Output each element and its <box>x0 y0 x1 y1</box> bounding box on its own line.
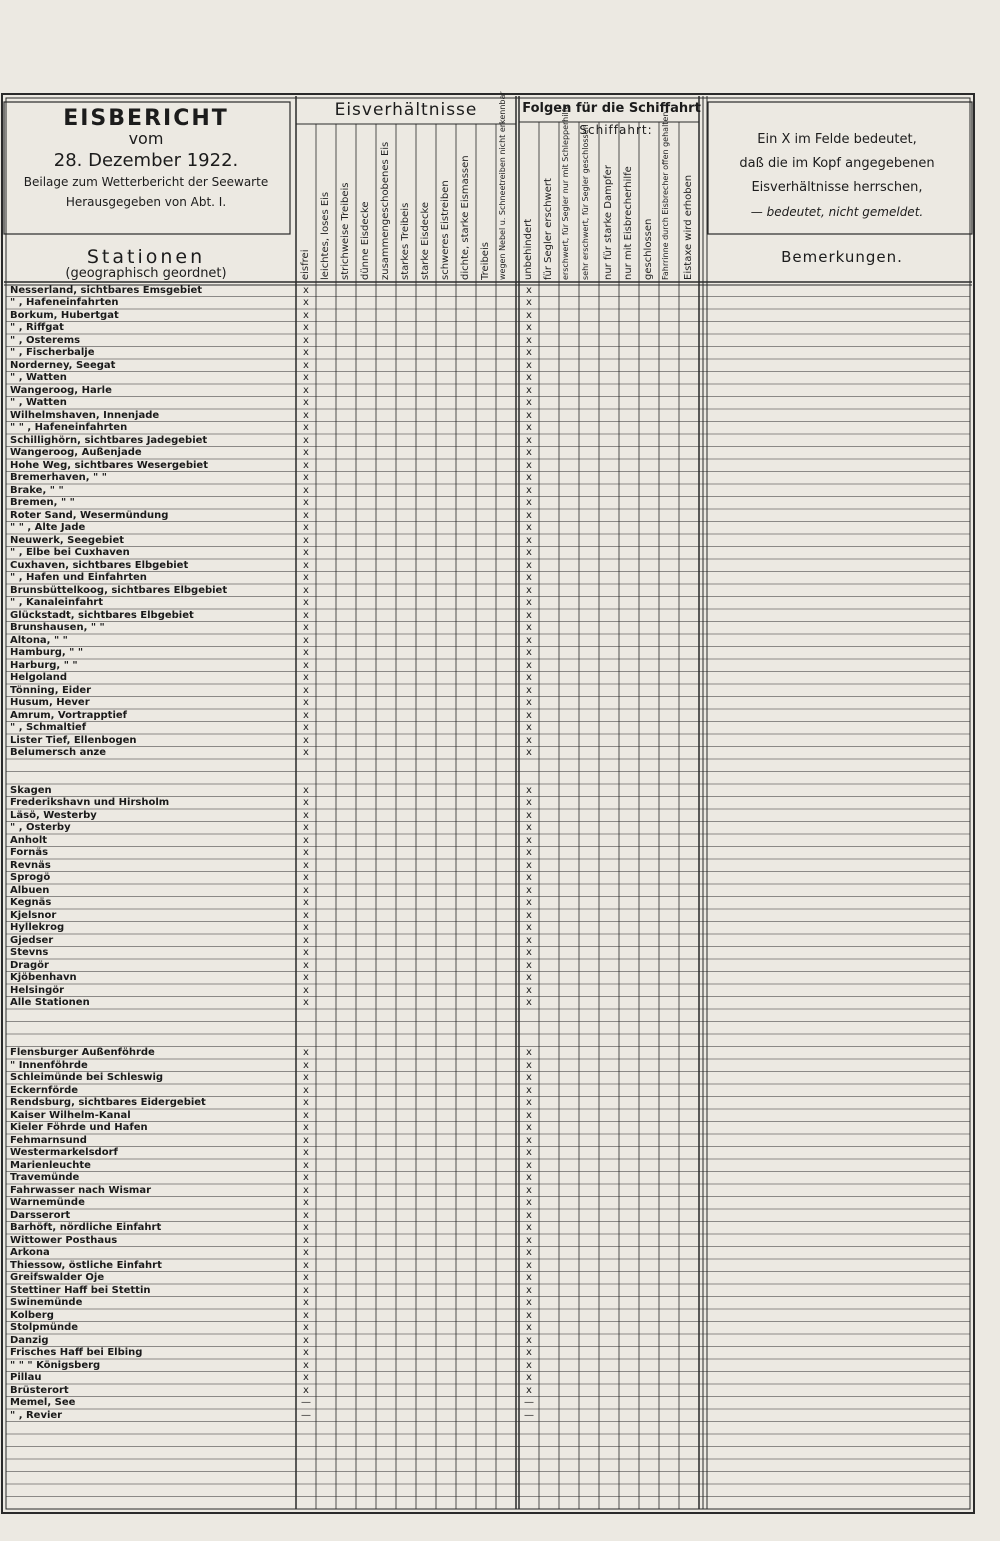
unbehindert-mark: x <box>526 847 532 858</box>
unbehindert-mark: x <box>526 747 532 758</box>
column-header: Fahrrinne durch Eisbrecher offen gehalten <box>661 111 670 280</box>
folgen-group-label: Folgen für die Schiffahrt <box>522 101 701 116</box>
eisfrei-mark: x <box>303 997 309 1008</box>
station-name: Roter Sand, Wesermündung <box>10 509 169 521</box>
unbehindert-mark: x <box>526 734 532 746</box>
unbehindert-mark: x <box>526 984 532 996</box>
station-name: Thiessow, östliche Einfahrt <box>10 1259 162 1271</box>
station-name: Schleimünde bei Schleswig <box>10 1072 164 1083</box>
legend-line-3: Eisverhältnisse herrschen, <box>751 180 923 195</box>
eisfrei-mark: x <box>303 334 309 346</box>
stationen-subtitle: (geographisch geordnet) <box>65 266 227 281</box>
unbehindert-mark: x <box>526 1334 532 1346</box>
station-name: Greifswalder Oje <box>10 1272 105 1283</box>
station-name: Alle Stationen <box>10 997 90 1008</box>
unbehindert-mark: x <box>526 897 532 908</box>
column-header: eisfrei <box>300 249 311 280</box>
eisfrei-mark: x <box>303 434 309 446</box>
station-name: Wittower Posthaus <box>10 1234 118 1246</box>
unbehindert-mark: x <box>526 1122 532 1133</box>
unbehindert-mark: x <box>526 597 532 608</box>
unbehindert-mark: x <box>526 1359 532 1371</box>
eisfrei-mark: x <box>303 697 309 708</box>
eisfrei-mark: x <box>303 372 309 383</box>
eisfrei-mark: x <box>303 1122 309 1133</box>
column-header: Eistaxe wird erhoben <box>683 174 694 280</box>
eisfrei-mark: — <box>301 1409 311 1421</box>
station-name: Helsingör <box>10 984 65 996</box>
station-name: " " , Hafeneinfahrten <box>10 422 128 433</box>
station-name: Belumersch anze <box>10 747 107 758</box>
schiffahrt-label: Schiffahrt: <box>579 123 653 137</box>
eisfrei-mark: x <box>303 347 309 358</box>
station-name: " , Fischerbalje <box>10 347 95 358</box>
station-name: Frederikshavn und Hirsholm <box>10 797 170 808</box>
bemerkungen-heading: Bemerkungen. <box>781 248 903 266</box>
station-name: Travemünde <box>10 1172 80 1183</box>
unbehindert-mark: x <box>526 472 532 483</box>
station-name: Eckernförde <box>10 1084 79 1096</box>
eisfrei-mark: x <box>303 972 309 983</box>
unbehindert-mark: x <box>526 922 532 933</box>
eisfrei-mark: x <box>303 847 309 858</box>
station-name: Brunshausen, " " <box>10 622 105 633</box>
unbehindert-mark: x <box>526 1047 532 1058</box>
unbehindert-mark: x <box>526 322 532 333</box>
unbehindert-mark: x <box>526 397 532 408</box>
unbehindert-mark: x <box>526 1147 532 1158</box>
station-name: Harburg, " " <box>10 659 78 671</box>
unbehindert-mark: x <box>526 1372 532 1383</box>
unbehindert-mark: x <box>526 497 532 508</box>
station-name: " " " Königsberg <box>10 1359 101 1371</box>
station-name: Tönning, Eider <box>10 684 92 696</box>
eisfrei-mark: x <box>303 584 309 596</box>
unbehindert-mark: x <box>526 1234 532 1246</box>
station-name: " , Riffgat <box>10 322 64 333</box>
unbehindert-mark: — <box>524 1397 534 1408</box>
legend-line-4: — bedeutet, nicht gemeldet. <box>750 205 924 219</box>
unbehindert-mark: x <box>526 297 532 308</box>
station-name: Albuen <box>10 884 50 896</box>
eisfrei-mark: x <box>303 1147 309 1158</box>
unbehindert-mark: x <box>526 284 532 296</box>
eisfrei-mark: x <box>303 922 309 933</box>
station-name: Fehmarnsund <box>10 1134 87 1146</box>
unbehindert-mark: x <box>526 1134 532 1146</box>
unbehindert-mark: x <box>526 559 532 571</box>
station-name: Stolpmünde <box>10 1322 79 1333</box>
eisfrei-mark: x <box>303 1109 309 1121</box>
eisfrei-mark: x <box>303 659 309 671</box>
unbehindert-mark: x <box>526 347 532 358</box>
stationen-heading <box>0 246 292 281</box>
eisfrei-mark: x <box>303 934 309 946</box>
eisfrei-mark: x <box>303 384 309 396</box>
station-name: Kaiser Wilhelm-Kanal <box>10 1109 131 1121</box>
station-name: Pillau <box>10 1372 42 1383</box>
column-header: für Segler erschwert <box>543 178 554 280</box>
station-name: Wangeroog, Außenjade <box>10 447 142 458</box>
station-name: Fahrwasser nach Wismar <box>10 1184 152 1196</box>
unbehindert-mark: x <box>526 447 532 458</box>
unbehindert-mark: x <box>526 459 532 471</box>
station-name: " " , Alte Jade <box>10 522 86 533</box>
station-name: Bremen, " " <box>10 497 75 508</box>
eisfrei-mark: x <box>303 1172 309 1183</box>
station-name: Fornäs <box>10 847 49 858</box>
station-name: Glückstadt, sichtbares Elbgebiet <box>10 609 194 621</box>
unbehindert-mark: x <box>526 1159 532 1171</box>
unbehindert-mark: x <box>526 1322 532 1333</box>
column-header: unbehindert <box>523 218 534 280</box>
unbehindert-mark: x <box>526 434 532 446</box>
column-header: Treibeis <box>480 242 491 280</box>
eisfrei-mark: x <box>303 784 309 796</box>
unbehindert-mark: x <box>526 1272 532 1283</box>
station-name: Amrum, Vortrapptief <box>10 709 128 721</box>
eisfrei-mark: x <box>303 447 309 458</box>
station-name: Lister Tief, Ellenbogen <box>10 734 137 746</box>
unbehindert-mark: x <box>526 697 532 708</box>
eisfrei-mark: x <box>303 409 309 421</box>
unbehindert-mark: x <box>526 309 532 321</box>
station-name: Darsserort <box>10 1209 71 1221</box>
unbehindert-mark: x <box>526 1247 532 1258</box>
unbehindert-mark: x <box>526 1284 532 1296</box>
station-name: " , Osterems <box>10 334 81 346</box>
station-name: Stevns <box>10 947 49 958</box>
report-beilage: Beilage zum Wetterbericht der Seewarte <box>23 175 269 189</box>
eisfrei-mark: x <box>303 1197 309 1208</box>
unbehindert-mark: — <box>524 1409 534 1421</box>
unbehindert-mark: x <box>526 722 532 733</box>
eis-group-label: Eisverhältnisse <box>334 100 478 120</box>
station-name: Warnemünde <box>10 1197 85 1208</box>
unbehindert-mark: x <box>526 1297 532 1308</box>
station-name: Stettiner Haff bei Stettin <box>10 1284 151 1296</box>
unbehindert-mark: x <box>526 672 532 683</box>
unbehindert-mark: x <box>526 947 532 958</box>
eisfrei-mark: x <box>303 859 309 871</box>
eisfrei-mark: x <box>303 909 309 921</box>
legend-line-1: Ein X im Felde bedeutet, <box>757 132 917 147</box>
station-name: Wangeroog, Harle <box>10 384 112 396</box>
column-header: strichweise Treibeis <box>340 182 351 280</box>
unbehindert-mark: x <box>526 647 532 658</box>
unbehindert-mark: x <box>526 622 532 633</box>
station-name: " , Elbe bei Cuxhaven <box>10 547 130 558</box>
eisfrei-mark: x <box>303 1247 309 1258</box>
station-name: Arkona <box>10 1247 50 1258</box>
station-name: " , Kanaleinfahrt <box>10 597 104 608</box>
eisfrei-mark: x <box>303 297 309 308</box>
station-name: Kolberg <box>10 1309 54 1321</box>
station-name: Norderney, Seegat <box>10 359 116 371</box>
unbehindert-mark: x <box>526 509 532 521</box>
unbehindert-mark: x <box>526 359 532 371</box>
station-name: Dragör <box>10 959 49 971</box>
station-name: Altona, " " <box>10 634 68 646</box>
column-header: schweres Eistreiben <box>440 180 451 280</box>
eisfrei-mark: x <box>303 722 309 733</box>
column-header: dichte, starke Eismassen <box>460 155 471 280</box>
station-name: Kjöbenhavn <box>10 972 77 983</box>
eisfrei-mark: x <box>303 672 309 683</box>
unbehindert-mark: x <box>526 822 532 833</box>
stationen-title: Stationen <box>86 246 206 268</box>
column-header: starke Eisdecke <box>420 201 431 280</box>
report-herausgegeben: Herausgegeben von Abt. I. <box>65 195 227 209</box>
unbehindert-mark: x <box>526 522 532 533</box>
unbehindert-mark: x <box>526 959 532 971</box>
unbehindert-mark: x <box>526 409 532 421</box>
eisfrei-mark: x <box>303 734 309 746</box>
unbehindert-mark: x <box>526 634 532 646</box>
eisfrei-mark: x <box>303 284 309 296</box>
station-name: " , Hafeneinfahrten <box>10 297 119 308</box>
station-name: Memel, See <box>10 1397 76 1408</box>
eisfrei-mark: x <box>303 1297 309 1308</box>
station-name: Hamburg, " " <box>10 647 84 658</box>
station-name: Hohe Weg, sichtbares Wesergebiet <box>10 459 208 471</box>
unbehindert-mark: x <box>526 884 532 896</box>
eisfrei-mark: x <box>303 1159 309 1171</box>
unbehindert-mark: x <box>526 659 532 671</box>
station-name: Barhöft, nördliche Einfahrt <box>10 1222 162 1233</box>
column-header: starkes Treibeis <box>400 202 411 280</box>
unbehindert-mark: x <box>526 834 532 846</box>
unbehindert-mark: x <box>526 784 532 796</box>
station-name: " , Schmaltief <box>10 722 87 733</box>
station-name: Westermarkelsdorf <box>10 1147 118 1158</box>
eisfrei-mark: x <box>303 947 309 958</box>
station-name: Bremerhaven, " " <box>10 472 107 483</box>
title-block <box>0 106 292 209</box>
eisfrei-mark: x <box>303 834 309 846</box>
column-header: dünne Eisdecke <box>360 201 371 280</box>
station-name: Brüsterort <box>10 1384 69 1396</box>
report-vom: vom <box>128 129 164 148</box>
eisfrei-mark: x <box>303 1284 309 1296</box>
unbehindert-mark: x <box>526 547 532 558</box>
eisfrei-mark: x <box>303 1372 309 1383</box>
eisfrei-mark: x <box>303 459 309 471</box>
station-name: Brunsbüttelkoog, sichtbares Elbgebiet <box>10 584 228 596</box>
eisfrei-mark: x <box>303 1322 309 1333</box>
unbehindert-mark: x <box>526 1259 532 1271</box>
eisfrei-mark: x <box>303 1222 309 1233</box>
unbehindert-mark: x <box>526 1197 532 1208</box>
eisfrei-mark: x <box>303 497 309 508</box>
column-header: nur für starke Dampfer <box>603 165 614 280</box>
eisfrei-mark: x <box>303 1059 309 1071</box>
eisfrei-mark: x <box>303 609 309 621</box>
unbehindert-mark: x <box>526 1209 532 1221</box>
unbehindert-mark: x <box>526 859 532 871</box>
station-name: Helgoland <box>10 672 68 683</box>
unbehindert-mark: x <box>526 334 532 346</box>
eisfrei-mark: — <box>301 1397 311 1408</box>
unbehindert-mark: x <box>526 422 532 433</box>
station-name: Flensburger Außenföhrde <box>10 1047 155 1058</box>
eisfrei-mark: x <box>303 1072 309 1083</box>
column-header: nur mit Eisbrecherhilfe <box>623 166 634 280</box>
report-date: 28. Dezember 1922. <box>53 150 239 171</box>
station-name: Husum, Hever <box>10 697 90 708</box>
eisfrei-mark: x <box>303 1234 309 1246</box>
eisfrei-mark: x <box>303 884 309 896</box>
eisfrei-mark: x <box>303 897 309 908</box>
unbehindert-mark: x <box>526 1172 532 1183</box>
unbehindert-mark: x <box>526 1347 532 1358</box>
station-name: Läsö, Westerby <box>10 809 97 821</box>
station-name: " , Hafen und Einfahrten <box>10 572 147 583</box>
station-name: Anholt <box>10 834 48 846</box>
unbehindert-mark: x <box>526 972 532 983</box>
unbehindert-mark: x <box>526 1309 532 1321</box>
station-name: Wilhelmshaven, Innenjade <box>10 409 160 421</box>
eisfrei-mark: x <box>303 797 309 808</box>
eisfrei-mark: x <box>303 547 309 558</box>
station-name: " , Revier <box>10 1409 63 1421</box>
eisfrei-mark: x <box>303 872 309 883</box>
eisfrei-mark: x <box>303 1097 309 1108</box>
eisfrei-mark: x <box>303 397 309 408</box>
column-header: leichtes, loses Eis <box>320 191 331 280</box>
eisfrei-mark: x <box>303 622 309 633</box>
eisfrei-mark: x <box>303 1184 309 1196</box>
eisfrei-mark: x <box>303 559 309 571</box>
unbehindert-mark: x <box>526 1109 532 1121</box>
column-header: zusammengeschobenes Eis <box>380 141 391 280</box>
unbehindert-mark: x <box>526 909 532 921</box>
station-name: " Innenföhrde <box>10 1059 88 1071</box>
unbehindert-mark: x <box>526 1084 532 1096</box>
station-name: Hyllekrog <box>10 922 65 933</box>
station-name: Swinemünde <box>10 1297 83 1308</box>
unbehindert-mark: x <box>526 484 532 496</box>
eisfrei-mark: x <box>303 1047 309 1058</box>
station-name: " , Osterby <box>10 822 71 833</box>
eisfrei-mark: x <box>303 1359 309 1371</box>
station-name: Schillighörn, sichtbares Jadegebiet <box>10 434 208 446</box>
station-name: " , Watten <box>10 372 67 383</box>
eisfrei-mark: x <box>303 634 309 646</box>
station-name: Brake, " " <box>10 484 64 496</box>
station-name: Kieler Föhrde und Hafen <box>10 1122 148 1133</box>
station-name: Revnäs <box>10 859 51 871</box>
eisfrei-mark: x <box>303 522 309 533</box>
station-name: Cuxhaven, sichtbares Elbgebiet <box>10 559 189 571</box>
unbehindert-mark: x <box>526 872 532 883</box>
unbehindert-mark: x <box>526 1184 532 1196</box>
unbehindert-mark: x <box>526 809 532 821</box>
unbehindert-mark: x <box>526 1059 532 1071</box>
unbehindert-mark: x <box>526 572 532 583</box>
station-name: Gjedser <box>10 934 54 946</box>
unbehindert-mark: x <box>526 997 532 1008</box>
unbehindert-mark: x <box>526 1384 532 1396</box>
unbehindert-mark: x <box>526 1097 532 1108</box>
eisfrei-mark: x <box>303 309 309 321</box>
station-name: Neuwerk, Seegebiet <box>10 534 125 546</box>
eisfrei-mark: x <box>303 709 309 721</box>
eisfrei-mark: x <box>303 1384 309 1396</box>
column-header: erschwert, für Segler nur mit Schlepperhilfe <box>561 104 570 280</box>
unbehindert-mark: x <box>526 534 532 546</box>
unbehindert-mark: x <box>526 934 532 946</box>
eisfrei-mark: x <box>303 809 309 821</box>
station-name: Sprogö <box>10 872 51 883</box>
station-name: Frisches Haff bei Elbing <box>10 1347 143 1358</box>
unbehindert-mark: x <box>526 584 532 596</box>
unbehindert-mark: x <box>526 372 532 383</box>
unbehindert-mark: x <box>526 709 532 721</box>
eisfrei-mark: x <box>303 1309 309 1321</box>
column-header: sehr erschwert, für Segler geschlossen <box>581 124 590 280</box>
station-name: Nesserland, sichtbares Emsgebiet <box>10 284 203 296</box>
eisfrei-mark: x <box>303 1084 309 1096</box>
eisfrei-mark: x <box>303 472 309 483</box>
eisfrei-mark: x <box>303 1209 309 1221</box>
unbehindert-mark: x <box>526 384 532 396</box>
unbehindert-mark: x <box>526 1072 532 1083</box>
station-name: " , Watten <box>10 397 67 408</box>
station-name: Marienleuchte <box>10 1159 91 1171</box>
report-title: EISBERICHT <box>63 106 229 131</box>
station-name: Danzig <box>10 1334 49 1346</box>
station-name: Kjelsnor <box>10 909 57 921</box>
eisfrei-mark: x <box>303 747 309 758</box>
legend-line-2: daß die im Kopf angegebenen <box>739 156 935 171</box>
eisfrei-mark: x <box>303 322 309 333</box>
station-name: Kegnäs <box>10 897 52 908</box>
column-header: geschlossen <box>643 218 654 280</box>
eisfrei-mark: x <box>303 422 309 433</box>
eisfrei-mark: x <box>303 534 309 546</box>
unbehindert-mark: x <box>526 609 532 621</box>
eisfrei-mark: x <box>303 597 309 608</box>
column-header: wegen Nebel u. Schneetreiben nicht erkennbar <box>498 91 507 280</box>
eisfrei-mark: x <box>303 572 309 583</box>
eisfrei-mark: x <box>303 509 309 521</box>
eisfrei-mark: x <box>303 647 309 658</box>
eisfrei-mark: x <box>303 1347 309 1358</box>
station-name: Rendsburg, sichtbares Eidergebiet <box>10 1097 206 1108</box>
eisfrei-mark: x <box>303 484 309 496</box>
unbehindert-mark: x <box>526 684 532 696</box>
eisfrei-mark: x <box>303 684 309 696</box>
eisfrei-mark: x <box>303 1134 309 1146</box>
legend-note <box>712 128 962 224</box>
unbehindert-mark: x <box>526 797 532 808</box>
station-name: Borkum, Hubertgat <box>10 309 119 321</box>
eisfrei-mark: x <box>303 1259 309 1271</box>
ice-report-sheet <box>0 92 976 1515</box>
eisfrei-mark: x <box>303 359 309 371</box>
eisfrei-mark: x <box>303 1272 309 1283</box>
eisfrei-mark: x <box>303 959 309 971</box>
unbehindert-mark: x <box>526 1222 532 1233</box>
eisfrei-mark: x <box>303 822 309 833</box>
eisfrei-mark: x <box>303 1334 309 1346</box>
station-name: Skagen <box>10 784 52 796</box>
eisfrei-mark: x <box>303 984 309 996</box>
